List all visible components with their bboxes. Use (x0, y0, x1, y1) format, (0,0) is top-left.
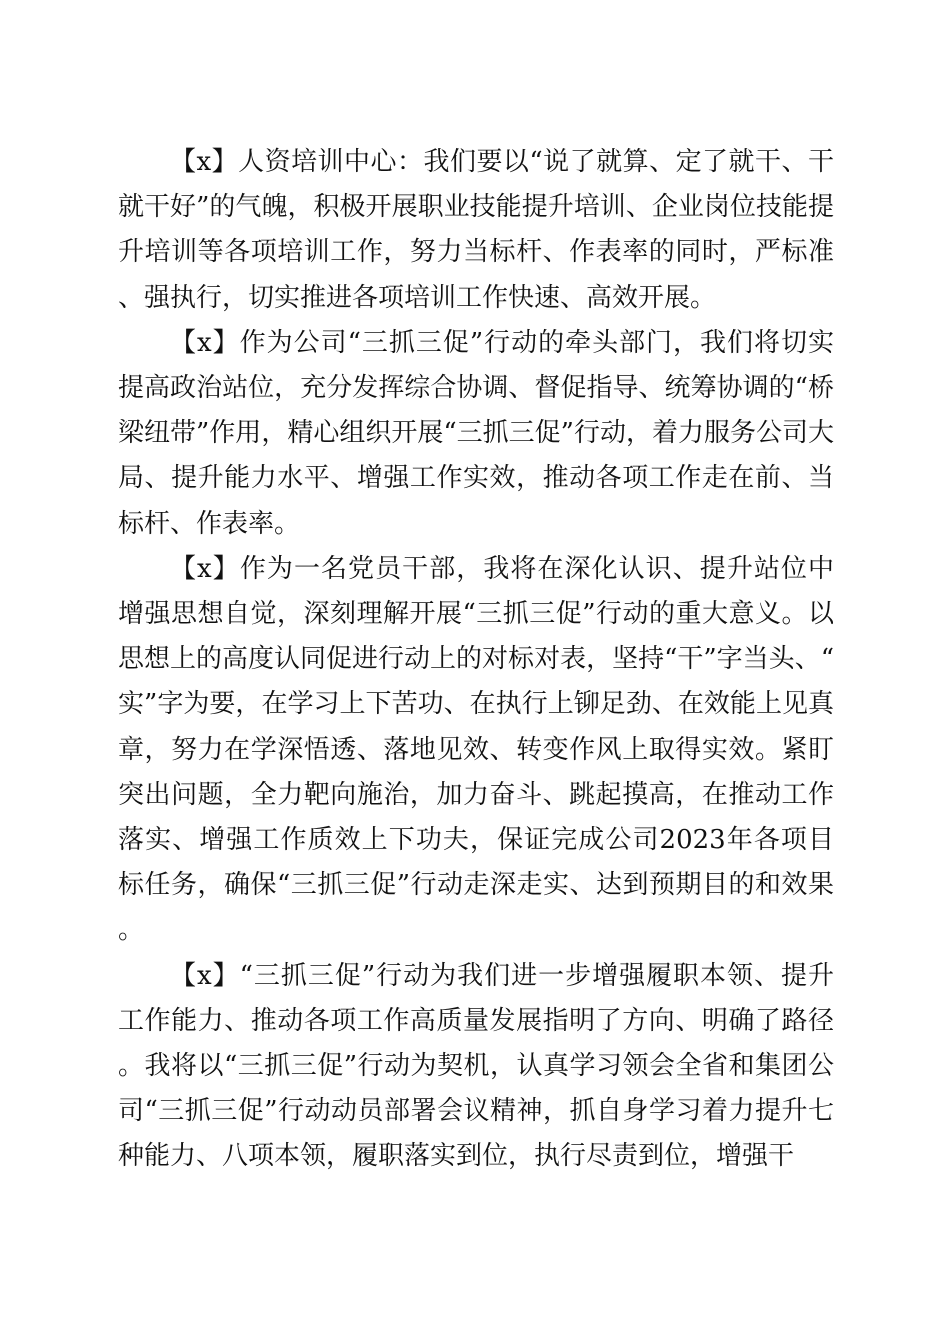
paragraph-hr-training-center: 【x】人资培训中心：我们要以“说了就算、定了就干、干就干好”的气魄，积极开展职业技能提升培训、企业岗位技能提升培训等各项培训工作，努力当标杆、作表率的同时，严标准、强执行，切实推进各项培训工作快速、高效开展。 (118, 147, 834, 313)
paragraph-party-member-cadre: 【x】作为一名党员干部，我将在深化认识、提升站位中增强思想自觉，深刻理解开展“三抓三促”行动的重大意义。以思想上的高度认同促进行动上的对标对表，坚持“干”字当头、“实”字为要，在学习上下苦功、在执行上铆足劲、在效能上见真章，努力在学深悟透、落地见效、转变作风上取得实效。紧盯突出问题，全力靶向施治，加力奋斗、跳起摸高，在推动工作落实、增强工作质效上下功夫，保证完成公司2023年各项目标任务，确保“三抓三促”行动走深走实、达到预期目的和效果。 (118, 553, 834, 946)
paragraph-lead-department: 【x】作为公司“三抓三促”行动的牵头部门，我们将切实提高政治站位，充分发挥综合协调、督促指导、统筹协调的“桥梁纽带”作用，精心组织开展“三抓三促”行动，着力服务公司大局、提升能力水平、增强工作实效，推动各项工作走在前、当标杆、作表率。 (118, 327, 834, 539)
document-body (118, 140, 834, 1180)
paragraph-action-opportunity: 【x】“三抓三促”行动为我们进一步增强履职本领、提升工作能力、推动各项工作高质量发展指明了方向、明确了路径。我将以“三抓三促”行动为契机，认真学习领会全省和集团公司“三抓三促”行动动员部署会议精神，抓自身学习着力提升七种能力、八项本领，履职落实到位，执行尽责到位，增强干 (118, 960, 834, 1172)
